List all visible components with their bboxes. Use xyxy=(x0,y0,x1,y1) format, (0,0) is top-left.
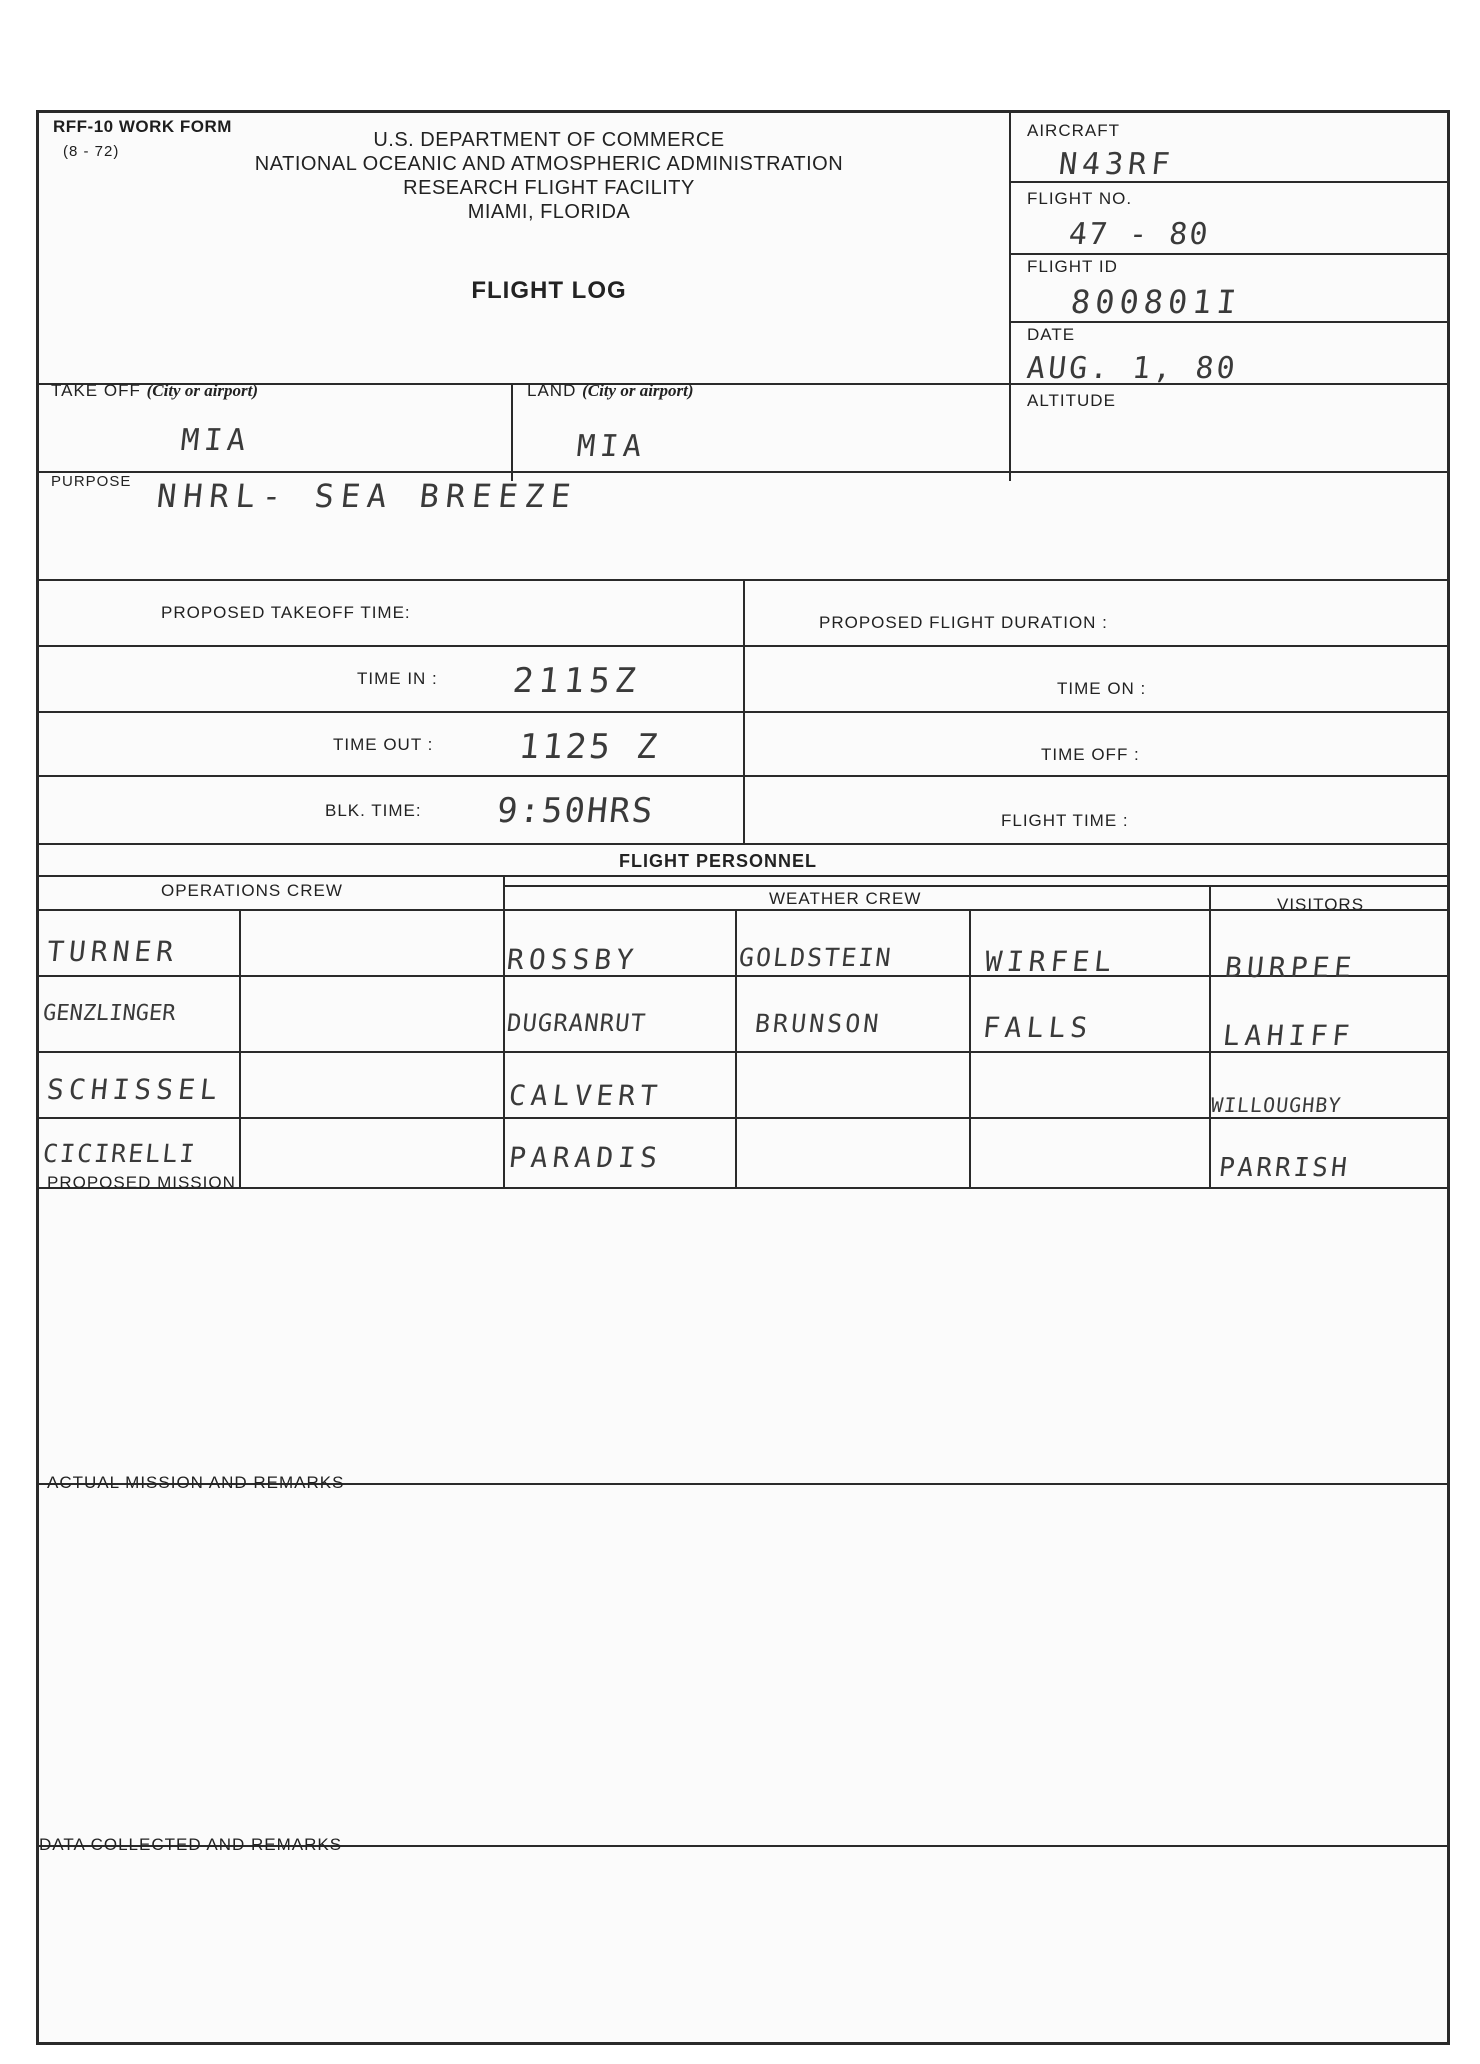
land-label: LAND (City or airport) xyxy=(527,381,694,400)
visitors-label: VISITORS xyxy=(1277,895,1365,914)
weather-crew-name[interactable]: BRUNSON xyxy=(753,1009,883,1038)
altitude-label: ALTITUDE xyxy=(1027,391,1116,410)
purpose-label: PURPOSE xyxy=(51,473,132,490)
weather-crew-name[interactable]: GOLDSTEIN xyxy=(737,943,894,972)
weather-crew-name[interactable]: DUGRANRUT xyxy=(505,1009,648,1037)
visitor-name[interactable]: WILLOUGHBY xyxy=(1209,1093,1343,1117)
facility-location: MIAMI, FLORIDA xyxy=(467,201,631,223)
actual-mission-label: ACTUAL MISSION AND REMARKS xyxy=(47,1473,345,1492)
weather-crew-label: WEATHER CREW xyxy=(769,889,922,908)
time-on-label: TIME ON : xyxy=(1057,679,1147,698)
agency-name: NATIONAL OCEANIC AND ATMOSPHERIC ADMINISTRATION xyxy=(254,153,844,175)
purpose-value[interactable]: NHRL- SEA BREEZE xyxy=(155,477,580,515)
flight-personnel-title: FLIGHT PERSONNEL xyxy=(619,851,818,871)
time-out-label: TIME OUT : xyxy=(333,735,434,754)
page-title: FLIGHT LOG xyxy=(471,277,627,304)
flight-no-value[interactable]: 47 - 80 xyxy=(1067,217,1212,252)
weather-crew-name[interactable]: CALVERT xyxy=(507,1079,664,1112)
weather-crew-name[interactable]: WIRFEL xyxy=(983,945,1118,978)
operations-crew-label: OPERATIONS CREW xyxy=(161,881,343,900)
date-value[interactable]: AUG. 1, 80 xyxy=(1025,351,1240,386)
ops-crew-name[interactable]: GENZLINGER xyxy=(41,1001,177,1026)
department-name: U.S. DEPARTMENT OF COMMERCE xyxy=(373,129,725,151)
flight-log-form xyxy=(36,110,1450,2045)
proposed-takeoff-label: PROPOSED TAKEOFF TIME: xyxy=(161,603,411,622)
weather-crew-name[interactable]: PARADIS xyxy=(507,1141,664,1174)
visitor-name[interactable]: LAHIFF xyxy=(1221,1019,1356,1052)
form-revision: (8 - 72) xyxy=(63,143,120,160)
weather-crew-name[interactable]: ROSSBY xyxy=(505,943,640,976)
blk-time-value[interactable]: 9:50HRS xyxy=(494,791,657,831)
weather-crew-name[interactable]: FALLS xyxy=(981,1011,1095,1044)
facility-name: RESEARCH FLIGHT FACILITY xyxy=(403,177,695,199)
visitor-name[interactable]: PARRISH xyxy=(1217,1153,1352,1183)
land-value[interactable]: MIA xyxy=(575,429,649,464)
form-id: RFF-10 WORK FORM xyxy=(53,117,232,136)
data-collected-label: DATA COLLECTED AND REMARKS xyxy=(39,1835,343,1854)
flight-id-value[interactable]: 800801I xyxy=(1069,283,1243,321)
flight-id-label: FLIGHT ID xyxy=(1027,257,1118,276)
aircraft-value[interactable]: N43RF xyxy=(1057,147,1177,182)
visitor-name[interactable]: BURPEE xyxy=(1223,951,1358,984)
date-label: DATE xyxy=(1027,325,1076,344)
proposed-duration-label: PROPOSED FLIGHT DURATION : xyxy=(819,613,1108,632)
time-in-value[interactable]: 2115Z xyxy=(510,661,643,701)
time-in-label: TIME IN : xyxy=(357,669,438,688)
time-off-label: TIME OFF : xyxy=(1041,745,1140,764)
takeoff-label: TAKE OFF (City or airport) xyxy=(51,381,259,400)
flight-time-label: FLIGHT TIME : xyxy=(1001,811,1129,830)
time-out-value[interactable]: 1125 Z xyxy=(516,727,662,767)
proposed-mission-label: PROPOSED MISSION xyxy=(47,1173,236,1192)
ops-crew-name[interactable]: TURNER xyxy=(45,935,180,968)
takeoff-value[interactable]: MIA xyxy=(179,423,253,458)
aircraft-label: AIRCRAFT xyxy=(1027,121,1120,140)
ops-crew-name[interactable]: SCHISSEL xyxy=(45,1073,224,1106)
blk-time-label: BLK. TIME: xyxy=(325,801,422,820)
flight-no-label: FLIGHT NO. xyxy=(1027,189,1133,208)
ops-crew-name[interactable]: CICIRELLI xyxy=(41,1139,198,1168)
